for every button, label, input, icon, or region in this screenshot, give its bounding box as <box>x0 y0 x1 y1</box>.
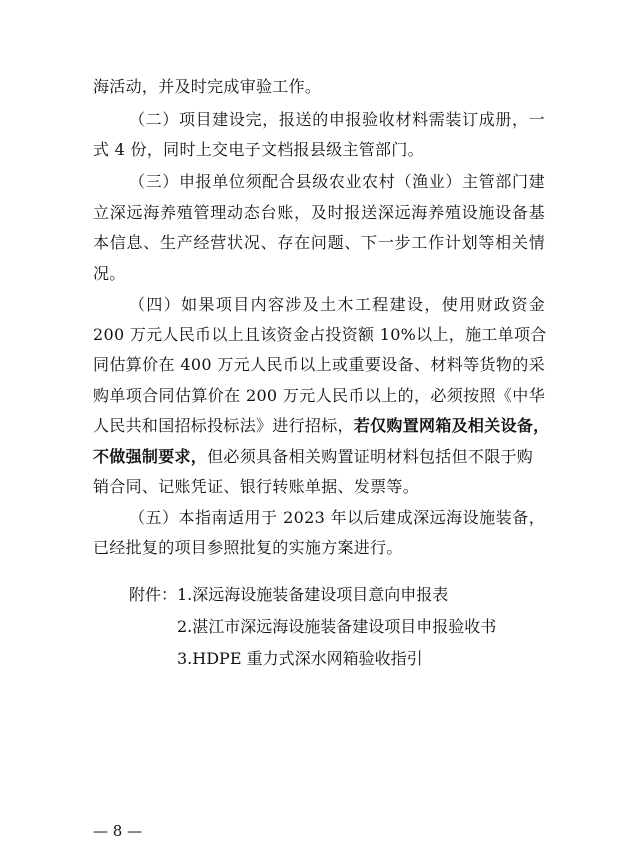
paragraph-line: 销合同、记账凭证、银行转账单据、发票等。 <box>93 477 420 496</box>
paragraph-line: 海活动，并及时完成审验工作。 <box>93 77 322 96</box>
attachment-item: 1.深远海设施装备建设项目意向申报表 <box>177 585 449 604</box>
paragraph-line <box>93 416 550 436</box>
emphasis-text: 不做强制要求， <box>93 447 208 466</box>
paragraph-line: （三）申报单位须配合县级农业农村（渔业）主管部门建 <box>129 172 545 191</box>
paragraph-line: 式 4 份，同时上交电子文档报县级主管部门。 <box>93 140 424 159</box>
paragraph-line: 况。 <box>93 264 126 283</box>
paragraph-line: （五）本指南适用于 2023 年以后建成深远海设施装备， <box>129 508 545 527</box>
paragraph-text: 人民共和国招标投标法》进行招标， <box>93 416 354 435</box>
attachment-label: 附件： <box>129 585 178 604</box>
paragraph-line: 立深远海养殖管理动态台账，及时报送深远海养殖设施设备基 <box>93 203 545 222</box>
paragraph-line: 同估算价在 400 万元人民币以上或重要设备、材料等货物的采 <box>93 355 545 374</box>
paragraph-line: 已经批复的项目参照批复的实施方案进行。 <box>93 538 403 557</box>
paragraph-line: 本信息、生产经营状况、存在问题、下一步工作计划等相关情 <box>93 233 545 252</box>
paragraph-line: 200 万元人民币以上且该资金占投资额 10%以上，施工单项合 <box>93 325 547 344</box>
paragraph-line: 购单项合同估算价在 200 万元人民币以上的，必须按照《中华 <box>93 386 545 405</box>
paragraph-line: （二）项目建设完，报送的申报验收材料需装订成册，一 <box>129 110 545 129</box>
attachment-item: 2.湛江市深远海设施装备建设项目申报验收书 <box>177 617 497 636</box>
emphasis-text: 若仅购置网箱及相关设备， <box>353 416 550 435</box>
attachment-item: 3.HDPE 重力式深水网箱验收指引 <box>177 649 423 668</box>
paragraph-line <box>93 447 545 467</box>
paragraph-text: 但必须具备相关购置证明材料包括但不限于购 <box>207 447 534 466</box>
page-number: — 8 — <box>93 822 143 840</box>
paragraph-line: （四）如果项目内容涉及土木工程建设，使用财政资金 <box>129 295 545 314</box>
